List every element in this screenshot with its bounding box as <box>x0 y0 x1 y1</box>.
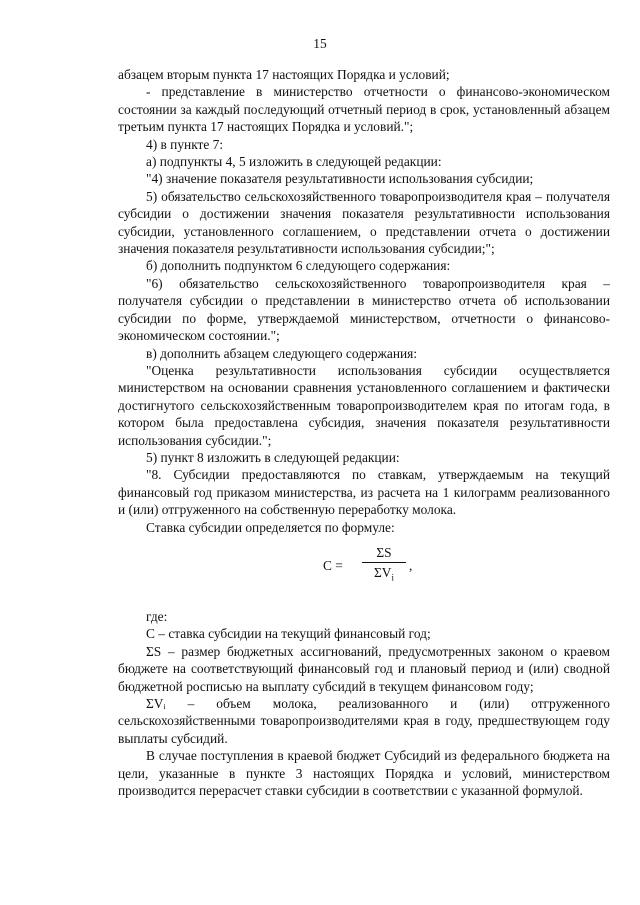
paragraph: "8. Субсидии предоставляются по ставкам, утверждаемым на текущий финансовый год приказом министерства, из расчета на 1 килограмм реализованного и (или) отгруженного на собственную переработку молока. <box>118 467 610 518</box>
paragraph: ΣVᵢ – объем молока, реализованного и (или) отгруженного сельскохозяйственными товаропроизводителями края в году, предшествующем году выплаты субсидий. <box>118 696 610 746</box>
paragraph: В случае поступления в краевой бюджет Субсидий из федерального бюджета на цели, указанные в пункте 3 настоящих Порядка и условий, министерством производится перерасчет ставки субсидии в соответствии с указанной формулой. <box>118 748 610 799</box>
formula-denominator-main: ΣV <box>374 564 392 580</box>
paragraph: 5) обязательство сельскохозяйственного товаропроизводителя края – получателя субсидии о достижении значения показателя результативности использования субсидии, установленного соглашением, о представлении отчета о достижении значения показателя результативности использования субсидии;"; <box>118 188 610 257</box>
document-body <box>118 66 610 799</box>
paragraph: 5) пункт 8 изложить в следующей редакции: <box>146 449 400 465</box>
text-block-before-formula <box>118 66 610 536</box>
text-block-after-formula <box>118 608 610 799</box>
paragraph: абзацем вторым пункта 17 настоящих Порядка и условий; <box>118 67 450 82</box>
page-number: 15 <box>313 36 327 51</box>
paragraph: "Оценка результативности использования субсидии осуществляется министерством на основании сравнения установленного соглашением и фактически достигнутого сельскохозяйственным товаропроизводителем края по итогам года, в котором была предоставлена субсидия, значения показателя результативности использования субсидии."; <box>118 362 610 448</box>
paragraph: - представление в министерство отчетности о финансово-экономическом состоянии за каждый последующий отчетный период в срок, установленный абзацем третьим пункта 17 настоящих Порядка и условий."; <box>118 84 610 135</box>
fraction-bar <box>362 562 406 563</box>
paragraph: в) дополнить абзацем следующего содержания: <box>146 345 418 361</box>
paragraph: 4) в пункте 7: <box>146 136 224 152</box>
spacer <box>118 598 610 608</box>
paragraph: С – ставка субсидии на текущий финансовый год; <box>146 626 431 642</box>
formula-denominator <box>362 564 406 581</box>
paragraph: б) дополнить подпунктом 6 следующего содержания: <box>146 258 451 274</box>
formula <box>118 540 610 592</box>
formula-numerator: ΣS <box>376 544 392 560</box>
formula-fraction <box>362 544 406 581</box>
paragraph: где: <box>146 608 168 624</box>
paragraph: а) подпункты 4, 5 изложить в следующей редакции: <box>146 154 442 170</box>
paragraph: ΣS – размер бюджетных ассигнований, предусмотренных законом о краевом бюджете на соответствующий финансовый год и плановый период и (или) сводной бюджетной росписью на выплату субсидий в текущем финансовом году; <box>118 643 610 694</box>
formula-lhs: С = <box>323 557 343 573</box>
paragraph: "6) обязательство сельскохозяйственного товаропроизводителя края – получателя субсидии о представлении в министерство отчета об использовании субсидии по форме, утверждаемой министерством, отчетности о финансово-экономическом состоянии."; <box>118 275 610 344</box>
formula-trailing: , <box>409 557 413 573</box>
paragraph: "4) значение показателя результативности использования субсидии; <box>146 171 534 187</box>
paragraph: Ставка субсидии определяется по формуле: <box>146 519 395 535</box>
formula-denominator-sub: i <box>391 572 394 583</box>
